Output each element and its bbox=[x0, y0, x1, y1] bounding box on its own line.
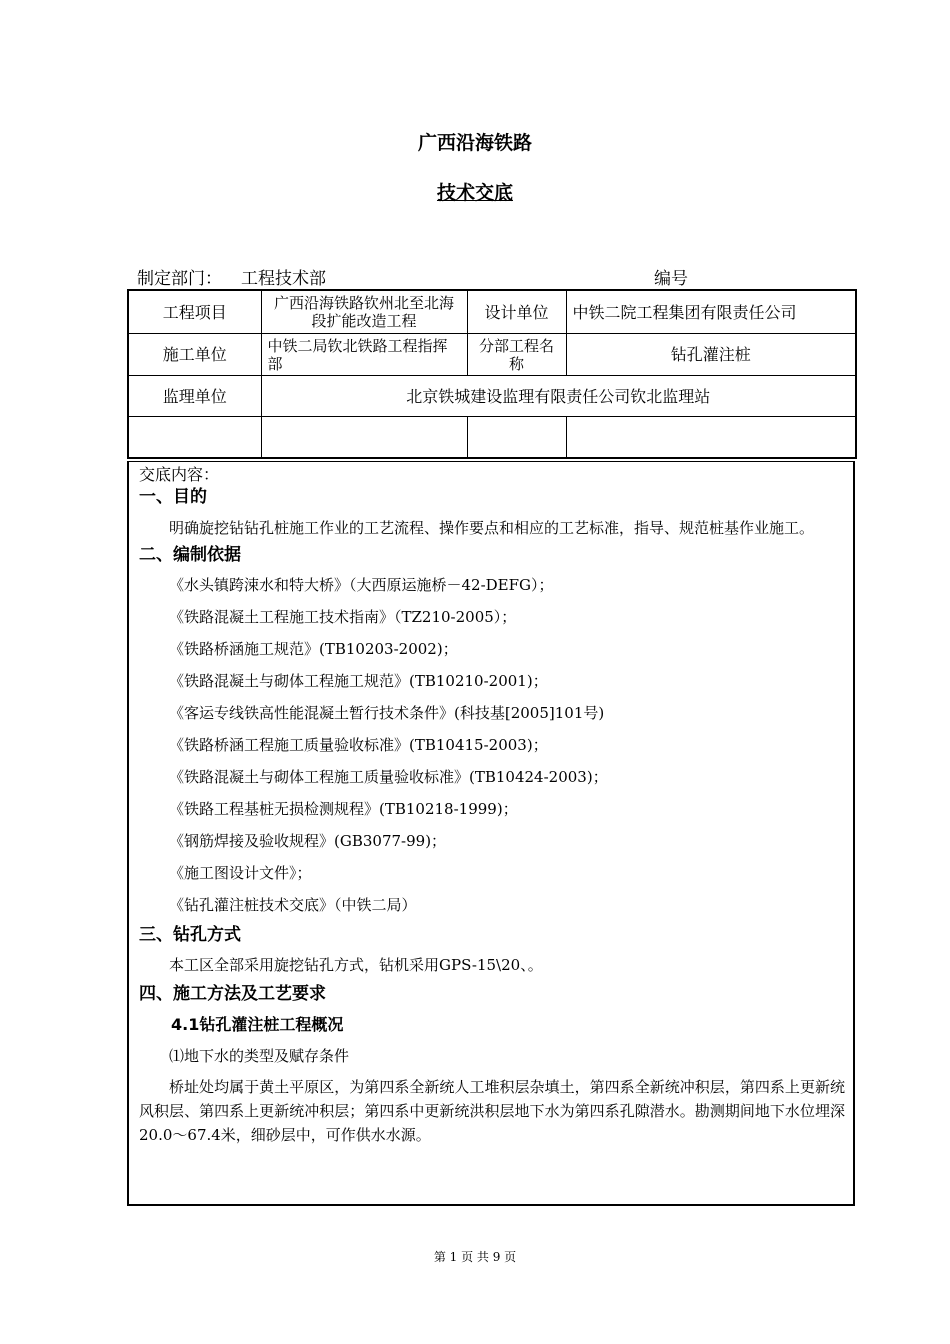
section-paragraph: 本工区全部采用旋挖钻孔方式，钻机采用GPS-15\20、。 bbox=[169, 956, 543, 974]
supervision-label: 监理单位 bbox=[128, 376, 261, 417]
info-table bbox=[127, 289, 857, 459]
reference-item: 《钢筋焊接及验收规程》(GB3077-99)； bbox=[169, 832, 447, 850]
table-row bbox=[128, 376, 856, 417]
section-heading: 一、目的 bbox=[139, 487, 207, 507]
reference-item: 《铁路桥涵施工规范》(TB10203-2002)； bbox=[169, 640, 458, 658]
section-heading: 三、钻孔方式 bbox=[139, 925, 241, 945]
reference-item: 《施工图设计文件》； bbox=[169, 864, 312, 882]
subsection-item: ⑴地下水的类型及赋存条件 bbox=[169, 1047, 350, 1065]
empty-cell bbox=[261, 417, 467, 459]
section-paragraph: 桥址处均属于黄土平原区，为第四系全新统人工堆积层杂填土，第四系全新统冲积层，第四系上更新统风积层、第四系上更新统冲积层；第四系中更新统洪积层地下水为第四系孔隙潜水。勘测期间地下水位埋深20.0～67.4米，细砂层中，可作供水水源。 bbox=[139, 1078, 845, 1144]
empty-cell bbox=[566, 417, 856, 459]
design-label: 设计单位 bbox=[467, 290, 566, 334]
construction-value: 中铁二局钦北铁路工程指挥部 bbox=[261, 334, 467, 376]
subproject-value: 钻孔灌注桩 bbox=[566, 334, 856, 376]
project-label: 工程项目 bbox=[128, 290, 261, 334]
table-row bbox=[128, 417, 856, 459]
empty-cell bbox=[128, 417, 261, 459]
subsection-heading: 4.1钻孔灌注桩工程概况 bbox=[171, 1015, 344, 1034]
number-label: 编号 bbox=[654, 269, 688, 289]
supervision-value: 北京铁城建设监理有限责任公司钦北监理站 bbox=[261, 376, 856, 417]
reference-item: 《客运专线铁高性能混凝土暂行技术条件》(科技基[2005]101号) bbox=[169, 704, 605, 722]
reference-item: 《铁路混凝土与砌体工程施工质量验收标准》(TB10424-2003)； bbox=[169, 768, 608, 786]
reference-item: 《铁路混凝土与砌体工程施工规范》(TB10210-2001)； bbox=[169, 672, 548, 690]
content-intro: 交底内容： bbox=[139, 465, 220, 484]
reference-item: 《钻孔灌注桩技术交底》（中铁二局） bbox=[169, 896, 417, 914]
subproject-label: 分部工程名称 bbox=[467, 334, 566, 376]
content-box bbox=[127, 461, 855, 1206]
project-value: 广西沿海铁路钦州北至北海段扩能改造工程 bbox=[261, 290, 467, 334]
construction-label: 施工单位 bbox=[128, 334, 261, 376]
reference-list bbox=[139, 569, 845, 921]
table-row bbox=[128, 334, 856, 376]
document-title: 广西沿海铁路 bbox=[417, 132, 532, 154]
page-footer: 第 1 页 共 9 页 bbox=[433, 1250, 517, 1264]
reference-item: 《铁路桥涵工程施工质量验收标准》(TB10415-2003)； bbox=[169, 736, 548, 754]
table-row bbox=[128, 290, 856, 334]
reference-item: 《水头镇跨涑水和特大桥》（大西原运施桥－42-DEFG）； bbox=[169, 576, 554, 594]
design-value: 中铁二院工程集团有限责任公司 bbox=[566, 290, 856, 334]
dept-label: 制定部门： bbox=[137, 269, 222, 289]
content-body bbox=[139, 462, 845, 1147]
section-heading: 二、编制依据 bbox=[139, 545, 241, 565]
empty-cell bbox=[467, 417, 566, 459]
reference-item: 《铁路混凝土工程施工技术指南》（TZ210-2005）； bbox=[169, 608, 517, 626]
dept-value: 工程技术部 bbox=[241, 269, 326, 289]
reference-item: 《铁路工程基桩无损检测规程》(TB10218-1999)； bbox=[169, 800, 518, 818]
section-paragraph: 明确旋挖钻钻孔桩施工作业的工艺流程、操作要点和相应的工艺标准，指导、规范桩基作业施工。 bbox=[169, 519, 815, 537]
section-heading: 四、施工方法及工艺要求 bbox=[139, 984, 326, 1004]
document-subtitle: 技术交底 bbox=[436, 182, 513, 204]
